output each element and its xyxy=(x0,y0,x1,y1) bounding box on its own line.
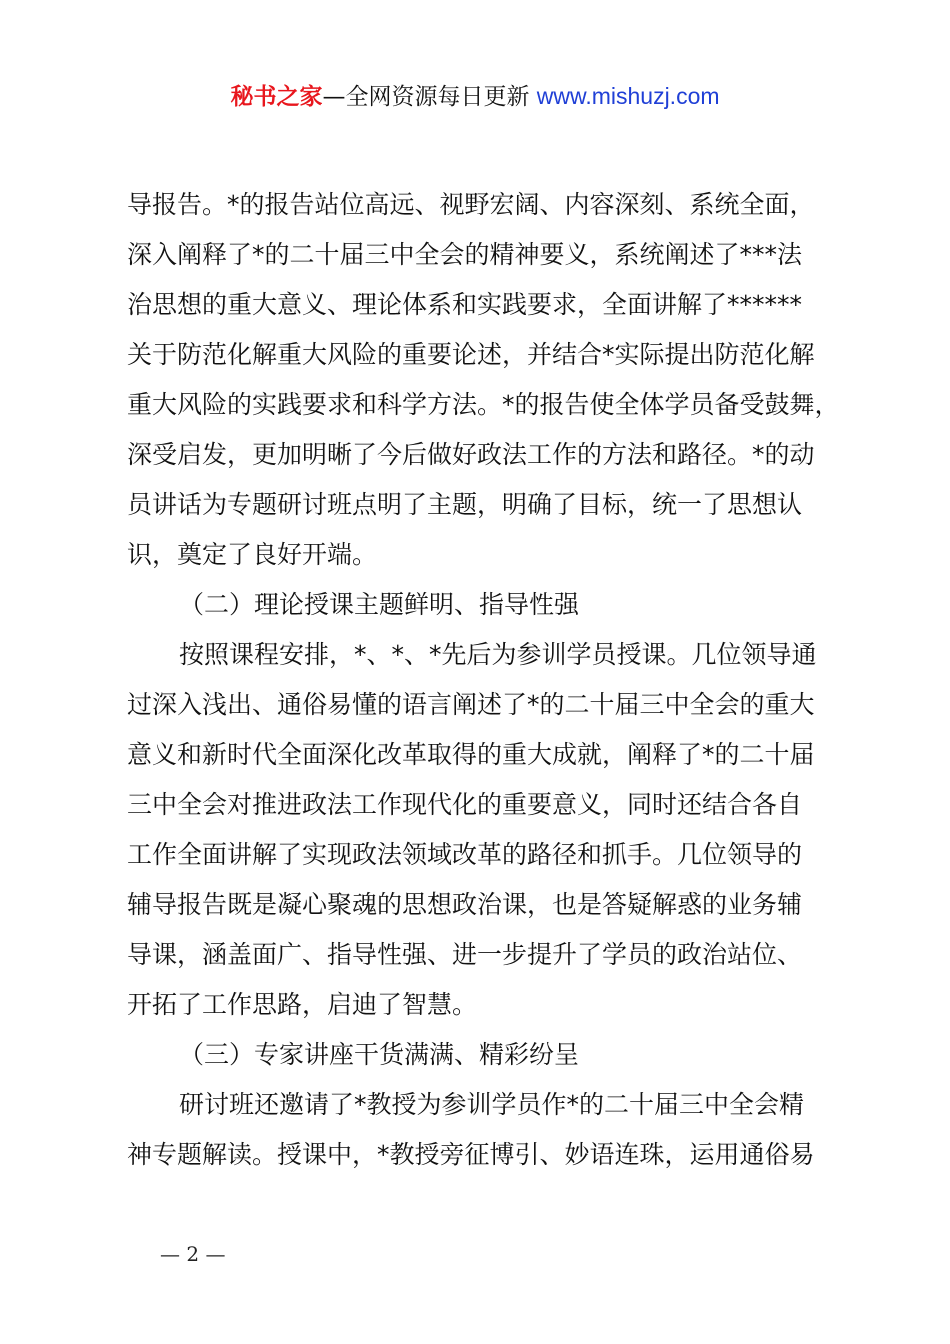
paragraph-2-line-7: 导课，涵盖面广、指导性强、进一步提升了学员的政治站位、 xyxy=(127,940,803,969)
paragraph-2-line-6: 辅导报告既是凝心聚魂的思想政治课，也是答疑解惑的业务辅 xyxy=(127,890,803,919)
site-header xyxy=(0,80,950,113)
paragraph-1-line-7: 员讲话为专题研讨班点明了主题，明确了目标，统一了思想认 xyxy=(127,490,803,519)
paragraph-1-line-3: 治思想的重大意义、理论体系和实践要求，全面讲解了****** xyxy=(127,290,803,319)
site-url-link[interactable]: www.mishuzj.com xyxy=(536,83,720,109)
paragraph-1-line-6: 深受启发，更加明晰了今后做好政法工作的方法和路径。*的动 xyxy=(127,440,815,469)
brand-name: 秘书之家 xyxy=(230,84,323,110)
paragraph-1-line-8: 识，奠定了良好开端。 xyxy=(127,540,378,569)
paragraph-2-line-4: 三中全会对推进政法工作现代化的重要意义，同时还结合各自 xyxy=(127,790,803,819)
paragraph-3-line-1: 研讨班还邀请了*教授为参训学员作*的二十届三中全会精 xyxy=(179,1090,805,1119)
section-heading-2: （二）理论授课主题鲜明、指导性强 xyxy=(179,590,580,619)
header-slogan: —全网资源每日更新 xyxy=(322,84,530,110)
paragraph-1-line-5: 重大风险的实践要求和科学方法。*的报告使全体学员备受鼓舞， xyxy=(127,390,840,419)
paragraph-3-line-2: 神专题解读。授课中，*教授旁征博引、妙语连珠，运用通俗易 xyxy=(127,1140,815,1169)
paragraph-1-line-2: 深入阐释了*的二十届三中全会的精神要义，系统阐述了***法 xyxy=(127,240,803,269)
paragraph-2-line-8: 开拓了工作思路，启迪了智慧。 xyxy=(127,990,478,1019)
section-heading-3: （三）专家讲座干货满满、精彩纷呈 xyxy=(179,1040,580,1069)
paragraph-2-line-5: 工作全面讲解了实现政法领域改革的路径和抓手。几位领导的 xyxy=(127,840,803,869)
paragraph-2-line-1: 按照课程安排，*、*、*先后为参训学员授课。几位领导通 xyxy=(179,640,817,669)
paragraph-1-line-1: 导报告。*的报告站位高远、视野宏阔、内容深刻、系统全面， xyxy=(127,190,815,219)
paragraph-1-line-4: 关于防范化解重大风险的重要论述，并结合*实际提出防范化解 xyxy=(127,340,815,369)
paragraph-2-line-3: 意义和新时代全面深化改革取得的重大成就，阐释了*的二十届 xyxy=(127,740,815,769)
page-number: — 2 — xyxy=(160,1242,226,1266)
document-body xyxy=(127,180,840,1180)
paragraph-2-line-2: 过深入浅出、通俗易懂的语言阐述了*的二十届三中全会的重大 xyxy=(127,690,815,719)
